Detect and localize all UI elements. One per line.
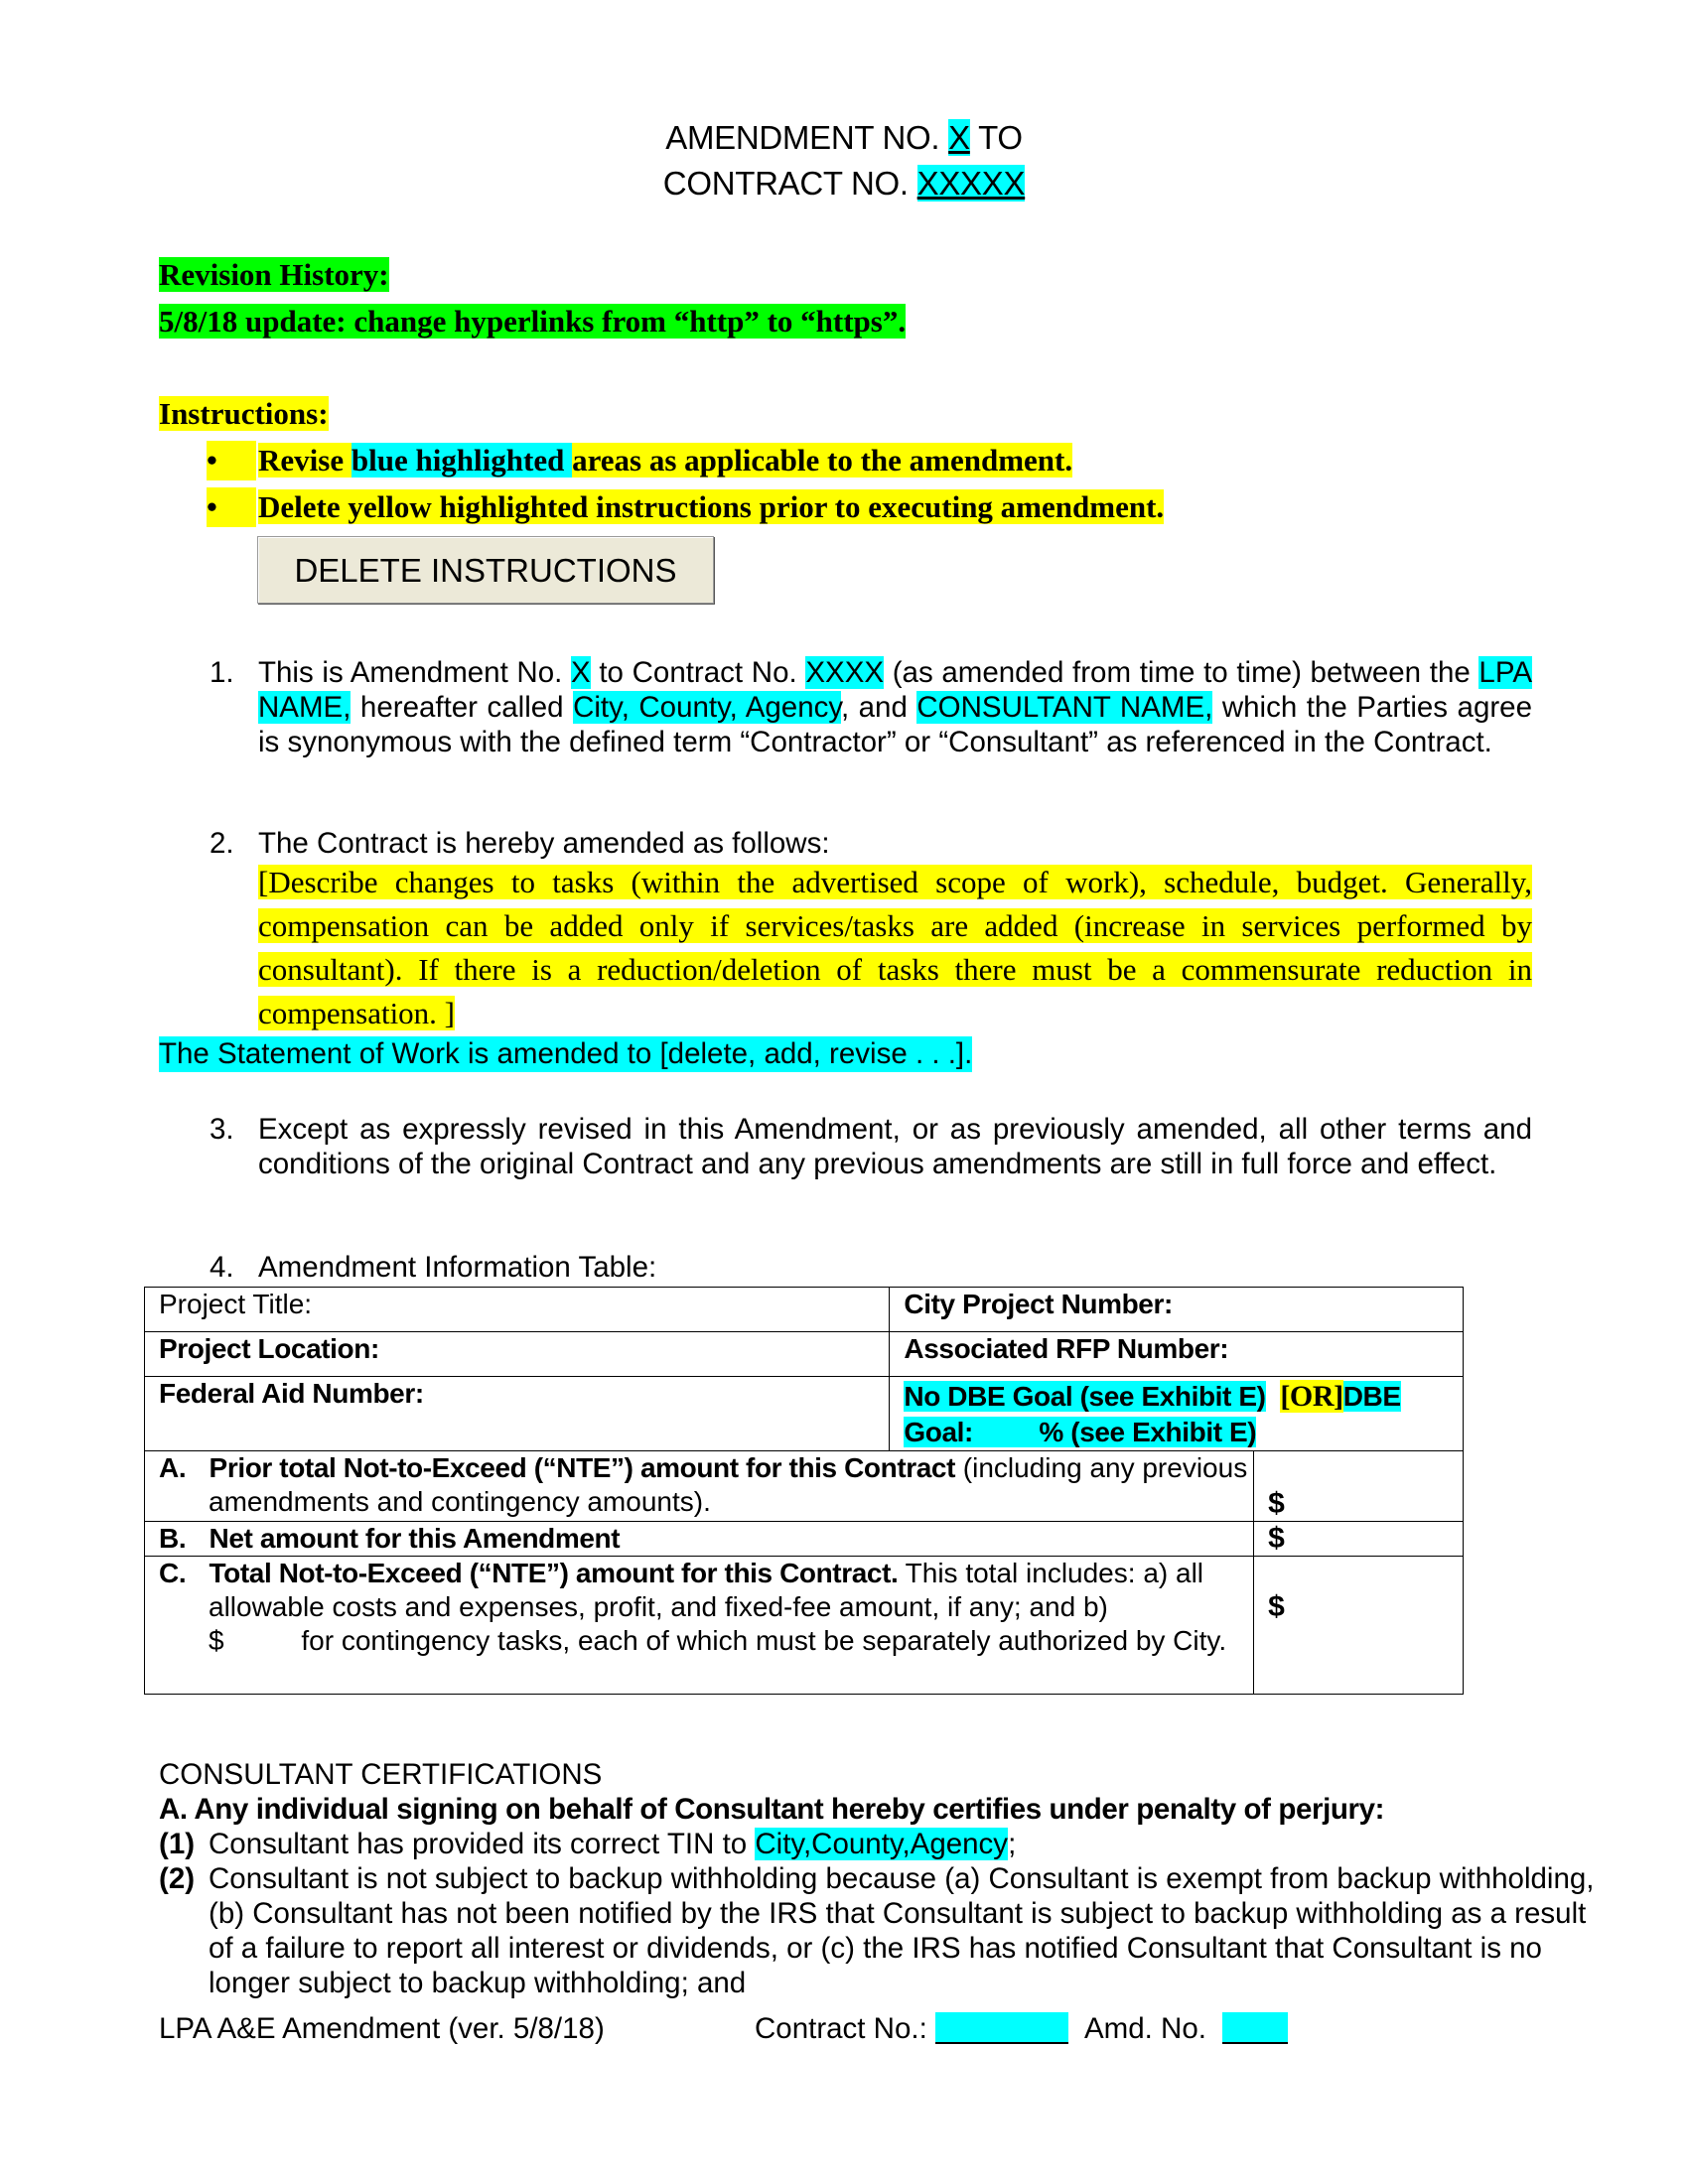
amendment-number-placeholder: X <box>948 119 970 156</box>
dollar-sign: $ <box>1268 1487 1285 1520</box>
revision-heading-text: Revision History: <box>159 257 389 292</box>
table-row <box>145 1522 1464 1557</box>
contract-number-placeholder: XXXX <box>805 656 885 689</box>
certification-text-part: Consultant has provided its correct TIN to <box>209 1828 756 1860</box>
clause-text: which the Parties agree is synonymous with the defined term “Contractor” or “Consultant” as referenced in the Contract. <box>258 691 1532 758</box>
certifications-heading: CONSULTANT CERTIFICATIONS <box>159 1758 603 1791</box>
certification-number: (1) <box>159 1828 196 1860</box>
delete-instructions-button[interactable]: DELETE INSTRUCTIONS <box>257 536 714 604</box>
total-nte-cell <box>145 1557 1254 1695</box>
table-row <box>145 1332 1464 1377</box>
clause-body <box>258 655 1532 759</box>
total-nte-amount-cell <box>1254 1557 1464 1695</box>
certification-number: (2) <box>159 1862 196 1895</box>
federal-aid-number-cell: Federal Aid Number: <box>145 1377 890 1451</box>
instructions-heading-text: Instructions: <box>159 396 329 431</box>
project-title-cell: Project Title: <box>145 1288 890 1332</box>
certification-text-part: ; <box>1008 1828 1017 1860</box>
dbe-option-text: DBE Goal: <box>904 1381 1401 1447</box>
dbe-option-text: No DBE Goal (see Exhibit E) <box>904 1381 1266 1412</box>
footer-label: Contract No.: <box>755 2012 927 2045</box>
row-label: (including any previous amendments and contingency amounts). <box>209 1452 1248 1517</box>
footer-contract-no <box>755 2011 1068 2047</box>
revision-history-heading <box>159 256 389 294</box>
clause-text: , and <box>840 691 917 724</box>
row-label: This total includes: a) all allowable costs and expenses, profit, and fixed-fee amount, if any; and b) <box>209 1558 1204 1622</box>
instruction-text-part: Delete yellow highlighted instructions prior to executing amendment. <box>258 489 1165 524</box>
dbe-or-text: [OR] <box>1280 1380 1343 1413</box>
row-letter: C. <box>159 1558 187 1588</box>
dbe-option-text: % (see Exhibit E) <box>1039 1417 1257 1447</box>
prior-nte-cell <box>145 1451 1254 1522</box>
describe-changes-text: [Describe changes to tasks (within the advertised scope of work), schedule, budget. Generally, compensation can be added only if services/tasks are added (increase in services performed by consultant). If there is a reduction/deletion of tasks there must be a commensurate reduction in compensation. ] <box>258 865 1532 1030</box>
table-row <box>145 1288 1464 1332</box>
revision-entry-text: 5/8/18 update: change hyperlinks from “http” to “https”. <box>159 304 907 339</box>
table-row <box>145 1451 1464 1522</box>
contract-title <box>0 161 1688 206</box>
contingency-dollar: $ <box>209 1625 224 1656</box>
row-label: Total Not-to-Exceed (“NTE”) amount for this Contract. <box>209 1558 899 1588</box>
table-row <box>145 1557 1464 1695</box>
net-amount-cell <box>145 1522 1254 1557</box>
certification-text <box>209 1827 1618 1861</box>
table-row <box>145 1377 1464 1451</box>
dollar-sign: $ <box>1268 1522 1285 1555</box>
project-location-cell: Project Location: <box>145 1332 890 1377</box>
net-amount-value-cell <box>1254 1522 1464 1557</box>
row-letter: A. <box>159 1452 187 1483</box>
clause-number: 2. <box>210 827 234 860</box>
clause-text: (as amended from time to time) between the <box>884 656 1479 689</box>
amendment-number-placeholder: X <box>571 656 591 689</box>
dbe-goal-cell <box>890 1377 1464 1451</box>
lpa-name-placeholder: LPA NAME, <box>258 656 1532 724</box>
clause-body: The Contract is hereby amended as follows: <box>258 827 830 860</box>
title-text: TO <box>969 119 1023 156</box>
statement-of-work-line: The Statement of Work is amended to [delete, add, revise . . .]. <box>159 1037 973 1070</box>
row-label: for contingency tasks, each of which must be separately authorized by City. <box>301 1625 1227 1656</box>
amendment-number-blank <box>1222 2012 1288 2044</box>
city-project-number-cell: City Project Number: <box>890 1288 1464 1332</box>
clause-text: to Contract No. <box>590 656 806 689</box>
clause-number: 1. <box>210 656 234 689</box>
certification-text: Consultant is not subject to backup withholding because (a) Consultant is exempt from backup withholding, (b) Consultant has not been notified by the IRS that Consultant is subject to backup withholding as a result of a failure to report all interest or dividends, or (c) the IRS has notified Consultant that Consultant is no longer subject to backup withholding; and <box>209 1862 1595 1999</box>
instruction-text-part: areas as applicable to the amendment. <box>572 443 1073 478</box>
clause-body: Except as expressly revised in this Amendment, or as previously amended, all other terms and conditions of the original Contract and any previous amendments are still in full force and effect. <box>258 1113 1532 1180</box>
footer-form-version: LPA A&E Amendment (ver. 5/8/18) <box>159 2012 605 2045</box>
bullet-icon: • <box>207 441 256 480</box>
footer-amendment-no <box>1084 2011 1288 2047</box>
footer-label: Amd. No. <box>1084 2012 1206 2045</box>
amendment-information-table <box>144 1287 1464 1695</box>
clause-number: 3. <box>210 1113 234 1146</box>
clause-number: 4. <box>210 1251 234 1284</box>
prior-nte-amount-cell <box>1254 1451 1464 1522</box>
clause-body: Amendment Information Table: <box>258 1251 657 1284</box>
instruction-text-part: Revise <box>258 443 352 478</box>
row-label: Net amount for this Amendment <box>209 1523 621 1554</box>
bullet-icon: • <box>207 487 256 527</box>
contract-number-blank <box>935 2012 1068 2044</box>
title-text: AMENDMENT NO. <box>665 119 949 156</box>
consultant-name-placeholder: CONSULTANT NAME, <box>916 691 1213 724</box>
instruction-text <box>258 487 1164 527</box>
dollar-sign: $ <box>1268 1590 1285 1623</box>
rfp-number-cell: Associated RFP Number: <box>890 1332 1464 1377</box>
instructions-heading <box>159 395 329 433</box>
certification-a: A. Any individual signing on behalf of Consultant hereby certifies under penalty of perjury: <box>159 1793 1385 1826</box>
clause-text: This is Amendment No. <box>258 656 572 689</box>
city-placeholder: City, County, Agency <box>573 691 841 724</box>
clause-text: hereafter called <box>351 691 574 724</box>
instruction-text <box>258 441 1072 480</box>
describe-changes-instruction <box>258 861 1532 1035</box>
row-label: Prior total Not-to-Exceed (“NTE”) amount for this Contract <box>209 1452 956 1483</box>
title-text: CONTRACT NO. <box>662 165 917 202</box>
row-letter: B. <box>159 1523 187 1554</box>
amendment-title <box>0 115 1688 161</box>
city-placeholder: City,County,Agency <box>755 1828 1009 1860</box>
instruction-text-part: blue highlighted <box>351 443 573 478</box>
revision-entry <box>159 303 906 341</box>
contract-number-placeholder: XXXXX <box>916 165 1026 202</box>
